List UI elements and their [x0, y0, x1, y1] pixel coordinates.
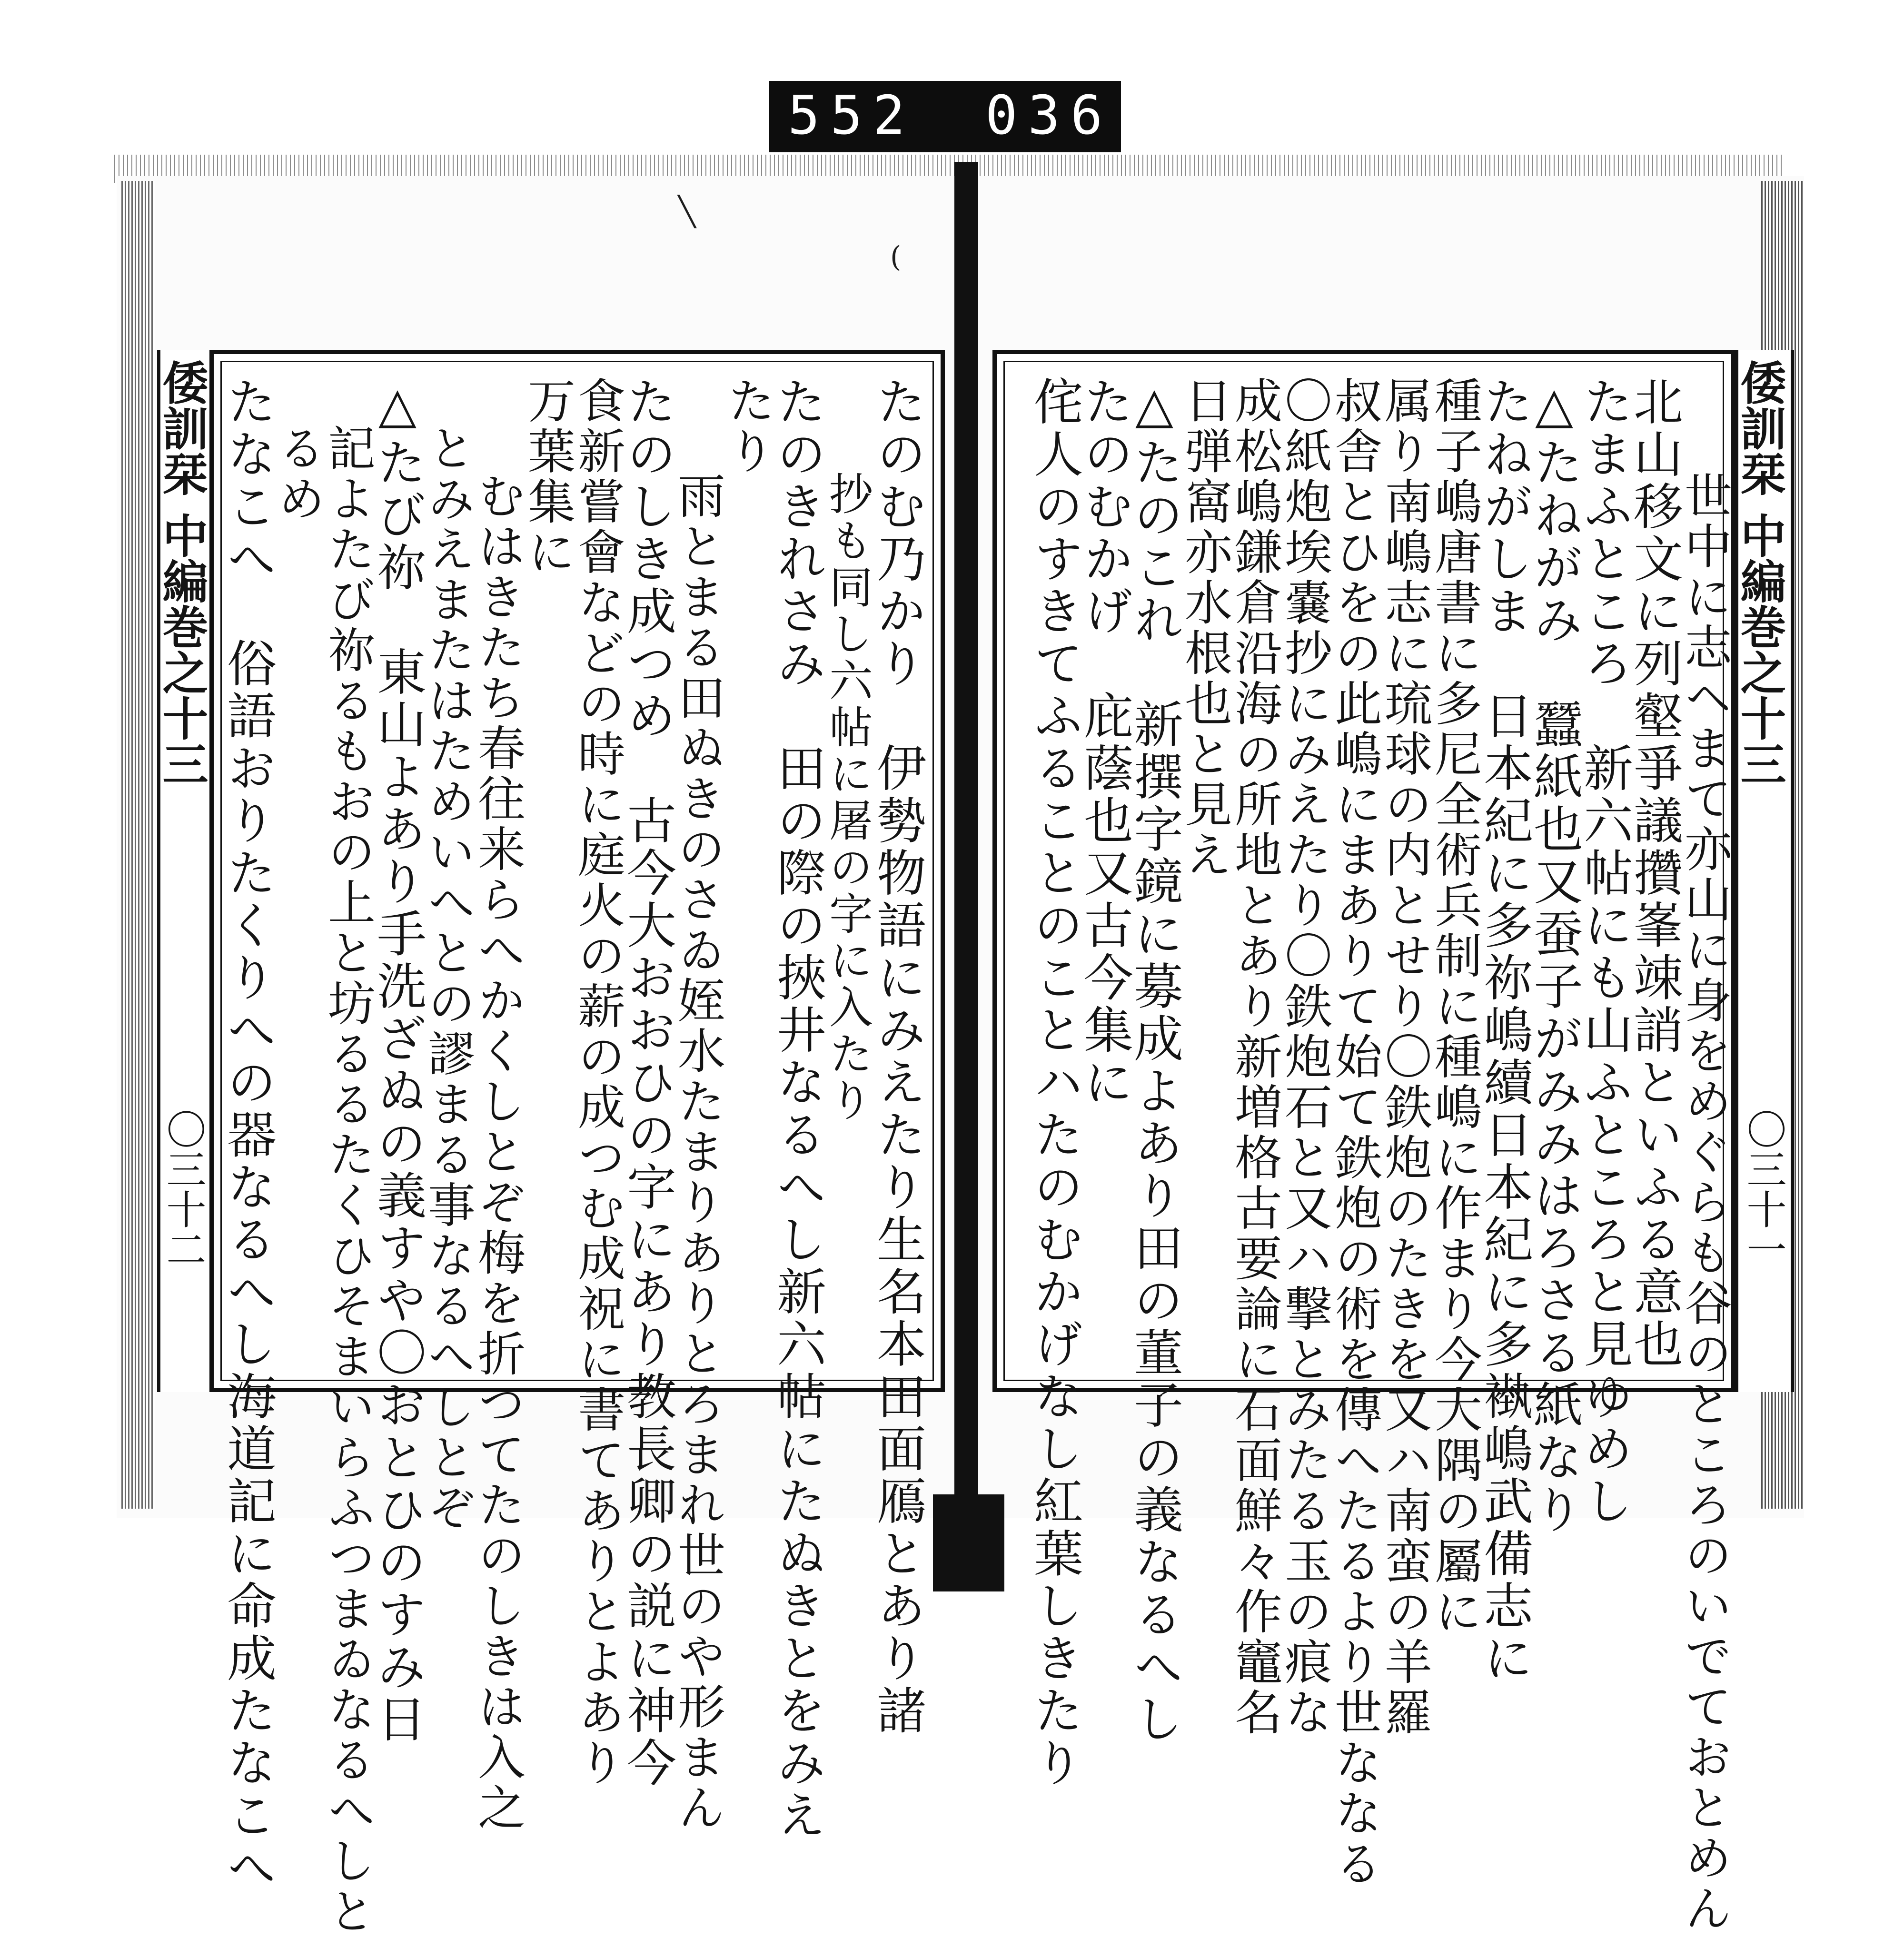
right-column-3: たまふところ 新六帖にも山ふところと見ゆめし: [1575, 376, 1633, 1528]
right-column-11: 日弾窩亦水根也と見え: [1177, 376, 1232, 880]
right-running-head: 倭訓栞 中編巻之十三: [1733, 359, 1787, 787]
left-page-folio: 〇三十二: [160, 1109, 207, 1269]
spine-bottom: [933, 1494, 1004, 1591]
left-column-6: たのしき成つめ 古今大おおひの字にあり教長卿の説に神今: [618, 376, 676, 1789]
right-column-5: たねがしま 日本紀に多祢嶋續日本紀に多褹嶋武備志に: [1475, 376, 1533, 1685]
archive-label: [769, 81, 1121, 152]
right-column-2: 北山移文に列壑爭議攢峯竦誚といふる意也: [1625, 376, 1683, 1371]
left-column-2: 抄も同し六帖に屠の字に入たり: [822, 471, 873, 1124]
right-column-9: 〇紙炮埃嚢抄にみえたり〇鉄炮石と又ハ撃とみたる玉の痕な: [1277, 376, 1332, 1738]
scan-mark: (: [890, 240, 902, 274]
scan-mark: ╲: [678, 195, 696, 228]
right-column-4: △たねがみ 蠶紙也又蚕子がみみはろさる紙なり: [1525, 376, 1583, 1536]
left-running-head: 倭訓栞 中編巻之十三: [155, 359, 209, 787]
right-column-10: 成松嶋鎌倉沿海の所地とあり新増格古要論に石面鮮々作竈名: [1227, 376, 1282, 1738]
left-column-5: 雨とまる田ぬきのさゐ姪水たまりありとろまれ世のや形まん: [670, 471, 725, 1833]
archive-number-right: 036: [985, 85, 1113, 147]
archive-number-left: 552: [788, 85, 916, 147]
left-column-11: △たび祢 東山よあり手洗ざぬの義すや〇おとひのすみ日: [368, 376, 426, 1746]
right-column-7: 属り南嶋志に琉球の内とせり〇鉄炮のたきを又ハ南蛮の羊羅: [1377, 376, 1432, 1738]
left-column-10: とみえまたはためいへとの謬まる事なるへしとぞ: [420, 424, 476, 1533]
right-column-6: 種子嶋唐書に多尼全術兵制に種嶋に作まり今大隅の屬に: [1427, 376, 1482, 1637]
left-column-12: 記よたび祢るもおの上と坊るるたくひそまいらふつまゐなるへしと: [320, 424, 376, 1937]
left-column-4: たり: [720, 376, 775, 477]
left-column-8: 万葉集に: [520, 376, 575, 578]
right-column-1: 世中に志ヘまて亦山に身をめぐらも谷のところのいでておとめん: [1676, 471, 1732, 1934]
right-page-folio: 〇三十一: [1740, 1109, 1787, 1269]
left-column-13: るめ: [270, 424, 326, 524]
right-column-12: △たのこれ 新撰字鏡に募成よあり田の董子の義なるへし: [1125, 376, 1183, 1746]
left-column-3: たのきれさみ 田の際の挾井なるへし新六帖にたぬきとをみえ: [768, 376, 826, 1842]
book-gutter: [954, 162, 978, 1585]
right-column-13: たのむかげ 庇蔭也又古今集に: [1075, 376, 1133, 1109]
right-column-8: 叔舎とひをの此嶋にまありて始て鉄炮の術を傳へたるより世ななる: [1327, 376, 1382, 1889]
left-column-14: たなこへ 俗語おりたくりへの器なるへし海道記に命成たなこへ: [218, 376, 277, 1894]
right-column-14: 侘人のすきてふることのことハたのむかげなし紅葉しきたり: [1025, 376, 1083, 1789]
left-column-9: むはきたち春往来らへかくしとぞ梅を折つてたのしきは入之: [470, 471, 526, 1833]
left-page-edge: [121, 181, 155, 1509]
left-column-1: たのむ乃かり 伊勢物語にみえたり生名本田面鴈とあり諸: [868, 376, 926, 1737]
left-column-7: 食新嘗會などの時に庭火の薪の成つむ成祝に書てありとよあり: [570, 376, 625, 1789]
